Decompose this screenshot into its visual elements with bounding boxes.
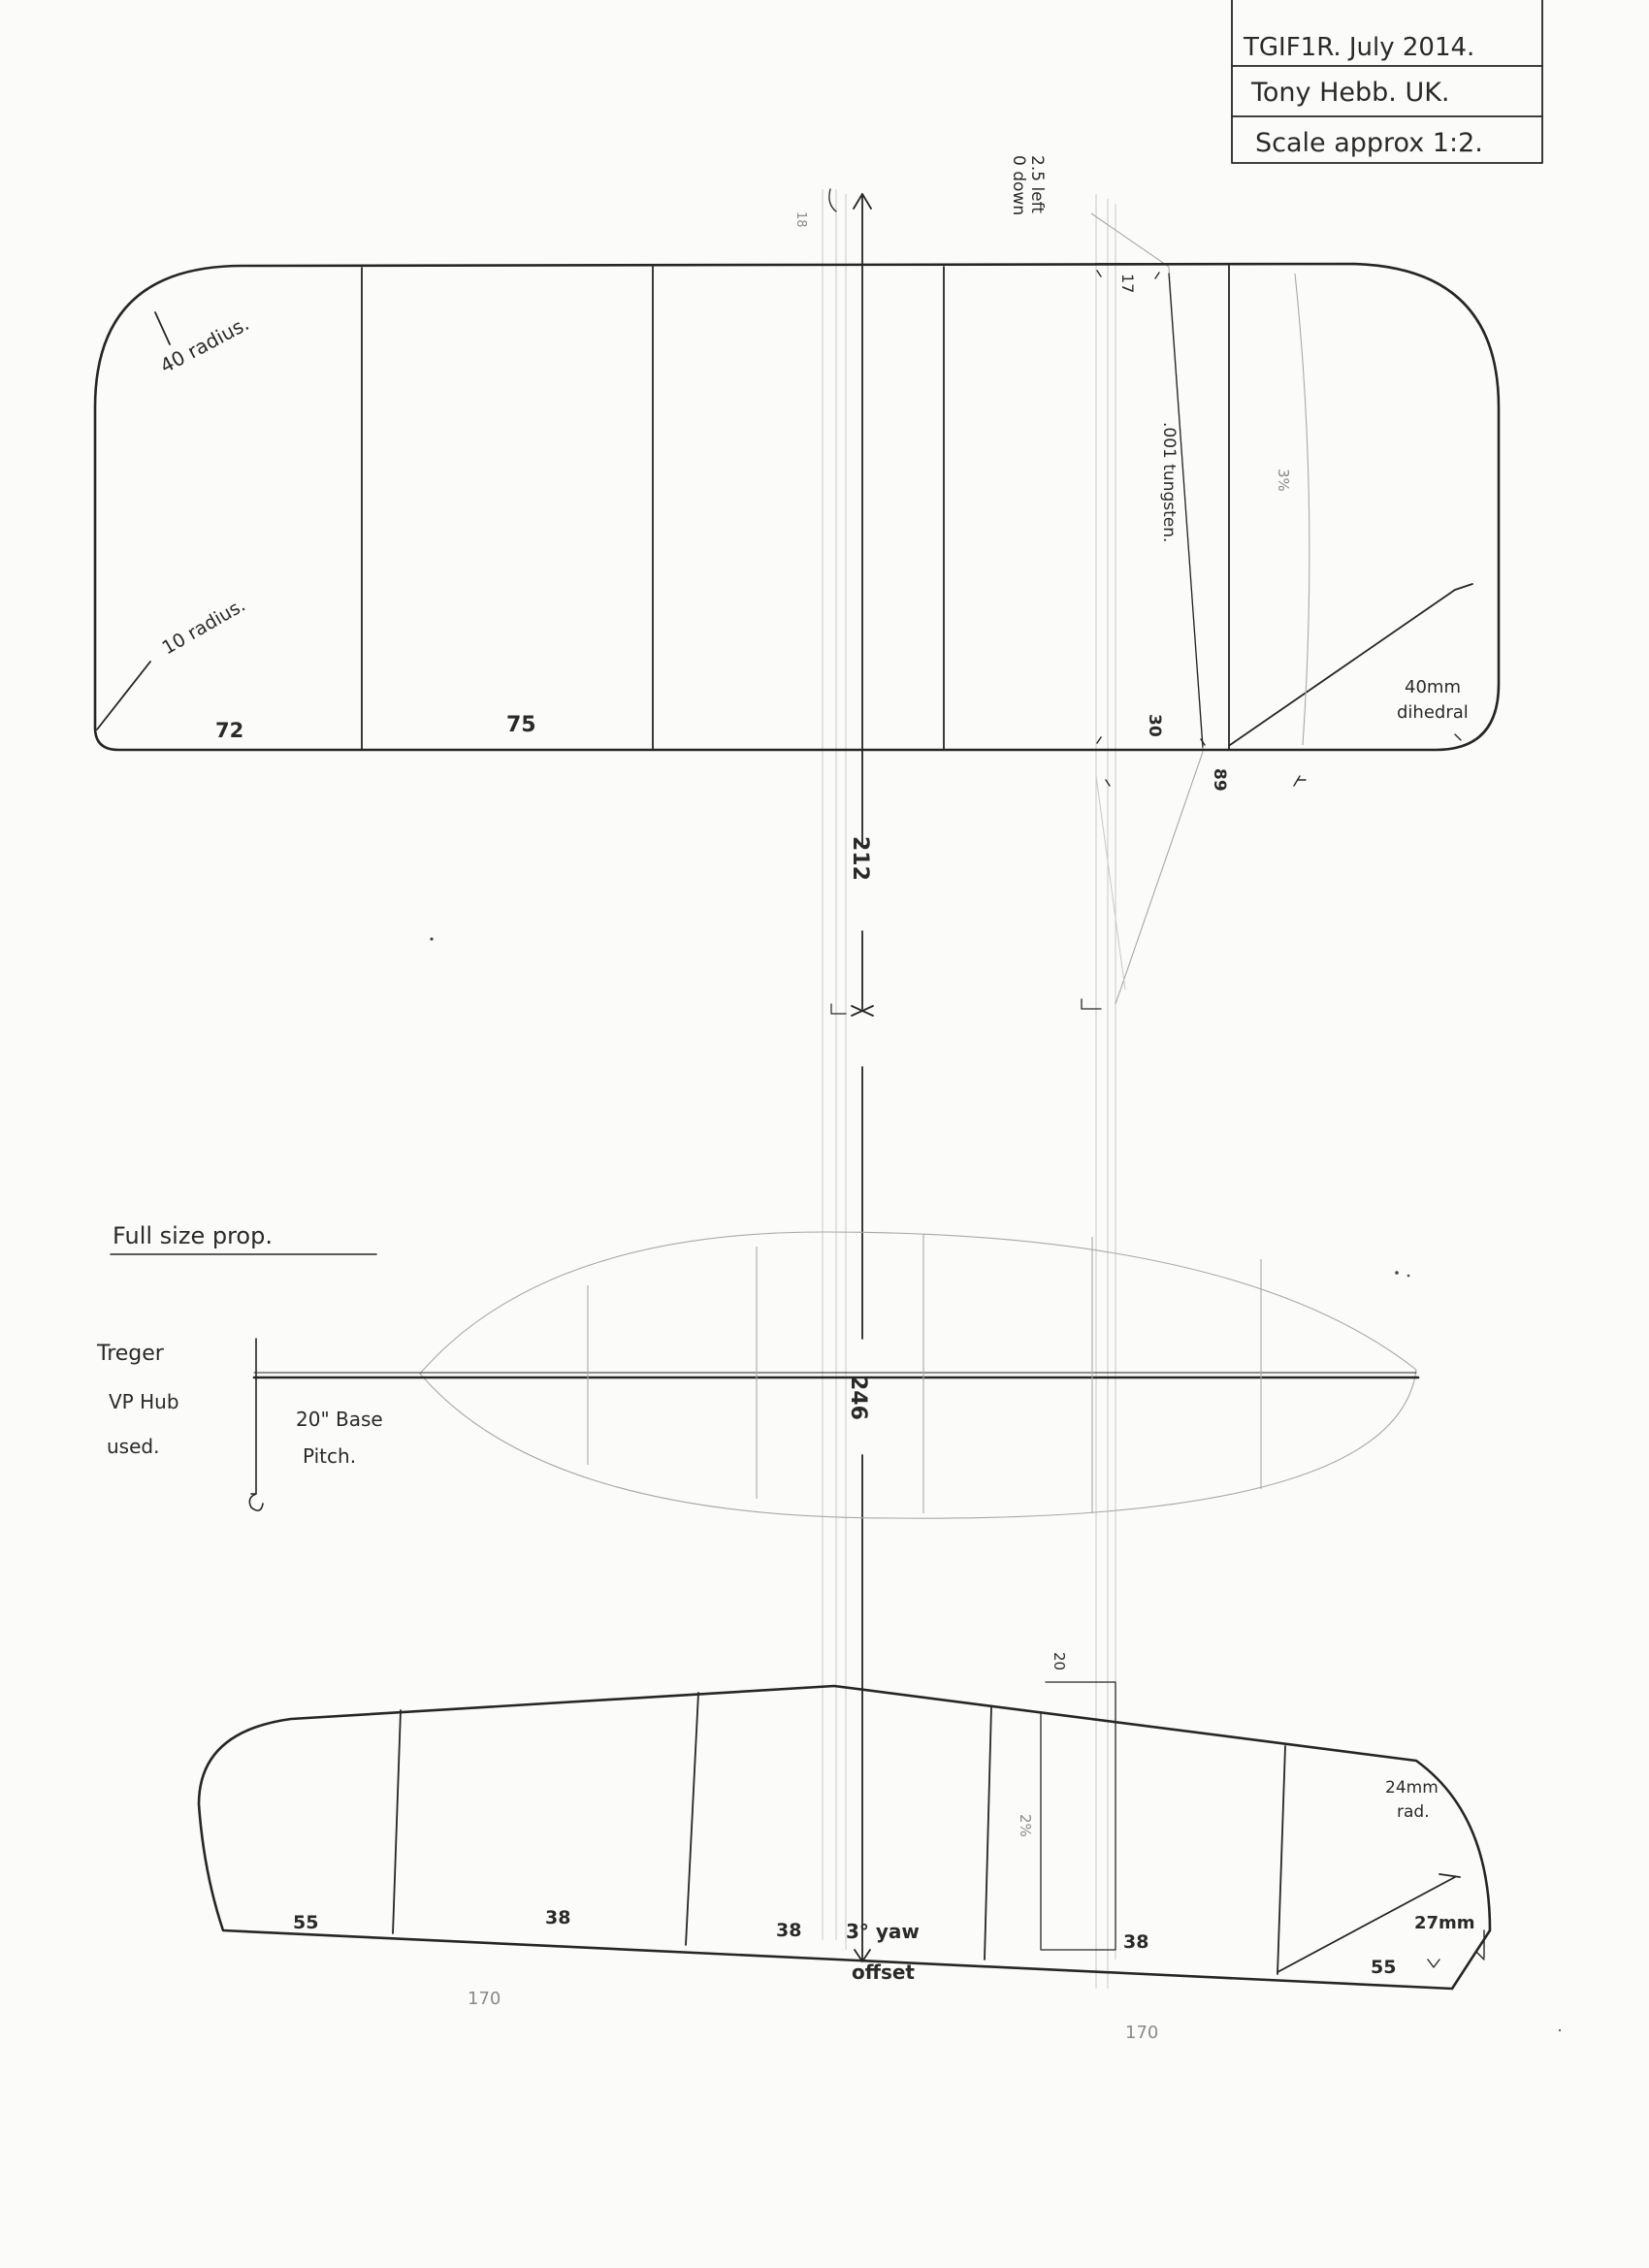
stab-bay-38-a: 38 [545, 1907, 571, 1928]
small-mark-18: 18 [793, 211, 808, 228]
fuselage-dimension [829, 189, 1101, 1961]
incidence-left: 2.5 left [1027, 155, 1047, 213]
label-40-radius: 40 radius. [156, 311, 253, 378]
stab-tip-radius: 24mm [1385, 1778, 1439, 1798]
title-line-scale: Scale approx 1:2. [1255, 128, 1483, 158]
yaw-offset-label: offset [852, 1960, 915, 1984]
incidence-down: 0 down [1009, 155, 1028, 216]
stab-span-right: 170 [1125, 2023, 1159, 2043]
hub-hook [249, 1339, 263, 1510]
yaw-offset-angle: 3° yaw [846, 1920, 920, 1943]
construction-lines [823, 189, 1203, 1989]
root-chord-30: 30 [1145, 714, 1164, 737]
stab-dihedral-27mm: 27mm [1414, 1913, 1475, 1933]
stab-ribs [393, 1693, 1285, 1974]
label-10-radius: 10 radius. [158, 594, 249, 660]
wing-camber-label: 3% [1275, 469, 1292, 492]
radius-leader-bottom [97, 662, 150, 729]
hub-label-used: used. [107, 1435, 160, 1458]
pitch-label-base: 20" Base [296, 1408, 383, 1431]
dihedral-40mm: 40mm [1405, 677, 1461, 697]
wing-planform [95, 155, 1499, 792]
stab-tip-radius-label: rad. [1397, 1802, 1430, 1822]
stab-camber: 2% [1017, 1814, 1034, 1837]
wing-outline [95, 264, 1499, 750]
prop-stations [588, 1234, 1261, 1513]
bay-dim-72: 72 [215, 719, 244, 742]
hub-label-vp: VP Hub [109, 1390, 179, 1413]
stab-span-left: 170 [468, 1989, 501, 2009]
stab-bay-55-right: 55 [1371, 1957, 1397, 1978]
hub-label-treger: Treger [97, 1342, 164, 1366]
title-line-model: TGIF1R. July 2014. [1244, 33, 1475, 62]
fuselage-dim-212: 212 [848, 836, 872, 881]
stab-bay-55-left: 55 [293, 1912, 319, 1933]
stab-outline [199, 1686, 1490, 1989]
tip-offset-89: 89 [1210, 768, 1229, 792]
dihedral-label: dihedral [1397, 702, 1469, 723]
radius-leader-top [155, 312, 170, 344]
prop-heading: Full size prop. [113, 1222, 273, 1249]
title-block [1232, 0, 1542, 163]
stabiliser-planform [199, 1652, 1490, 2043]
stab-bay-38-c: 38 [1123, 1931, 1149, 1953]
tip-chord-17: 17 [1118, 274, 1137, 294]
fuselage-dim-246: 246 [846, 1376, 870, 1420]
wing-ribs [362, 265, 1229, 750]
paper-specks [430, 937, 1561, 2031]
prop-outline [420, 1232, 1416, 1518]
tungsten-label: .001 tungsten. [1159, 422, 1179, 543]
stab-chord-20: 20 [1051, 1652, 1068, 1671]
stab-bay-38-b: 38 [776, 1920, 802, 1941]
bay-dim-75: 75 [506, 713, 536, 737]
title-line-author: Tony Hebb. UK. [1251, 78, 1450, 108]
pitch-label-pitch: Pitch. [303, 1444, 357, 1468]
propeller-blade [96, 1222, 1418, 1518]
